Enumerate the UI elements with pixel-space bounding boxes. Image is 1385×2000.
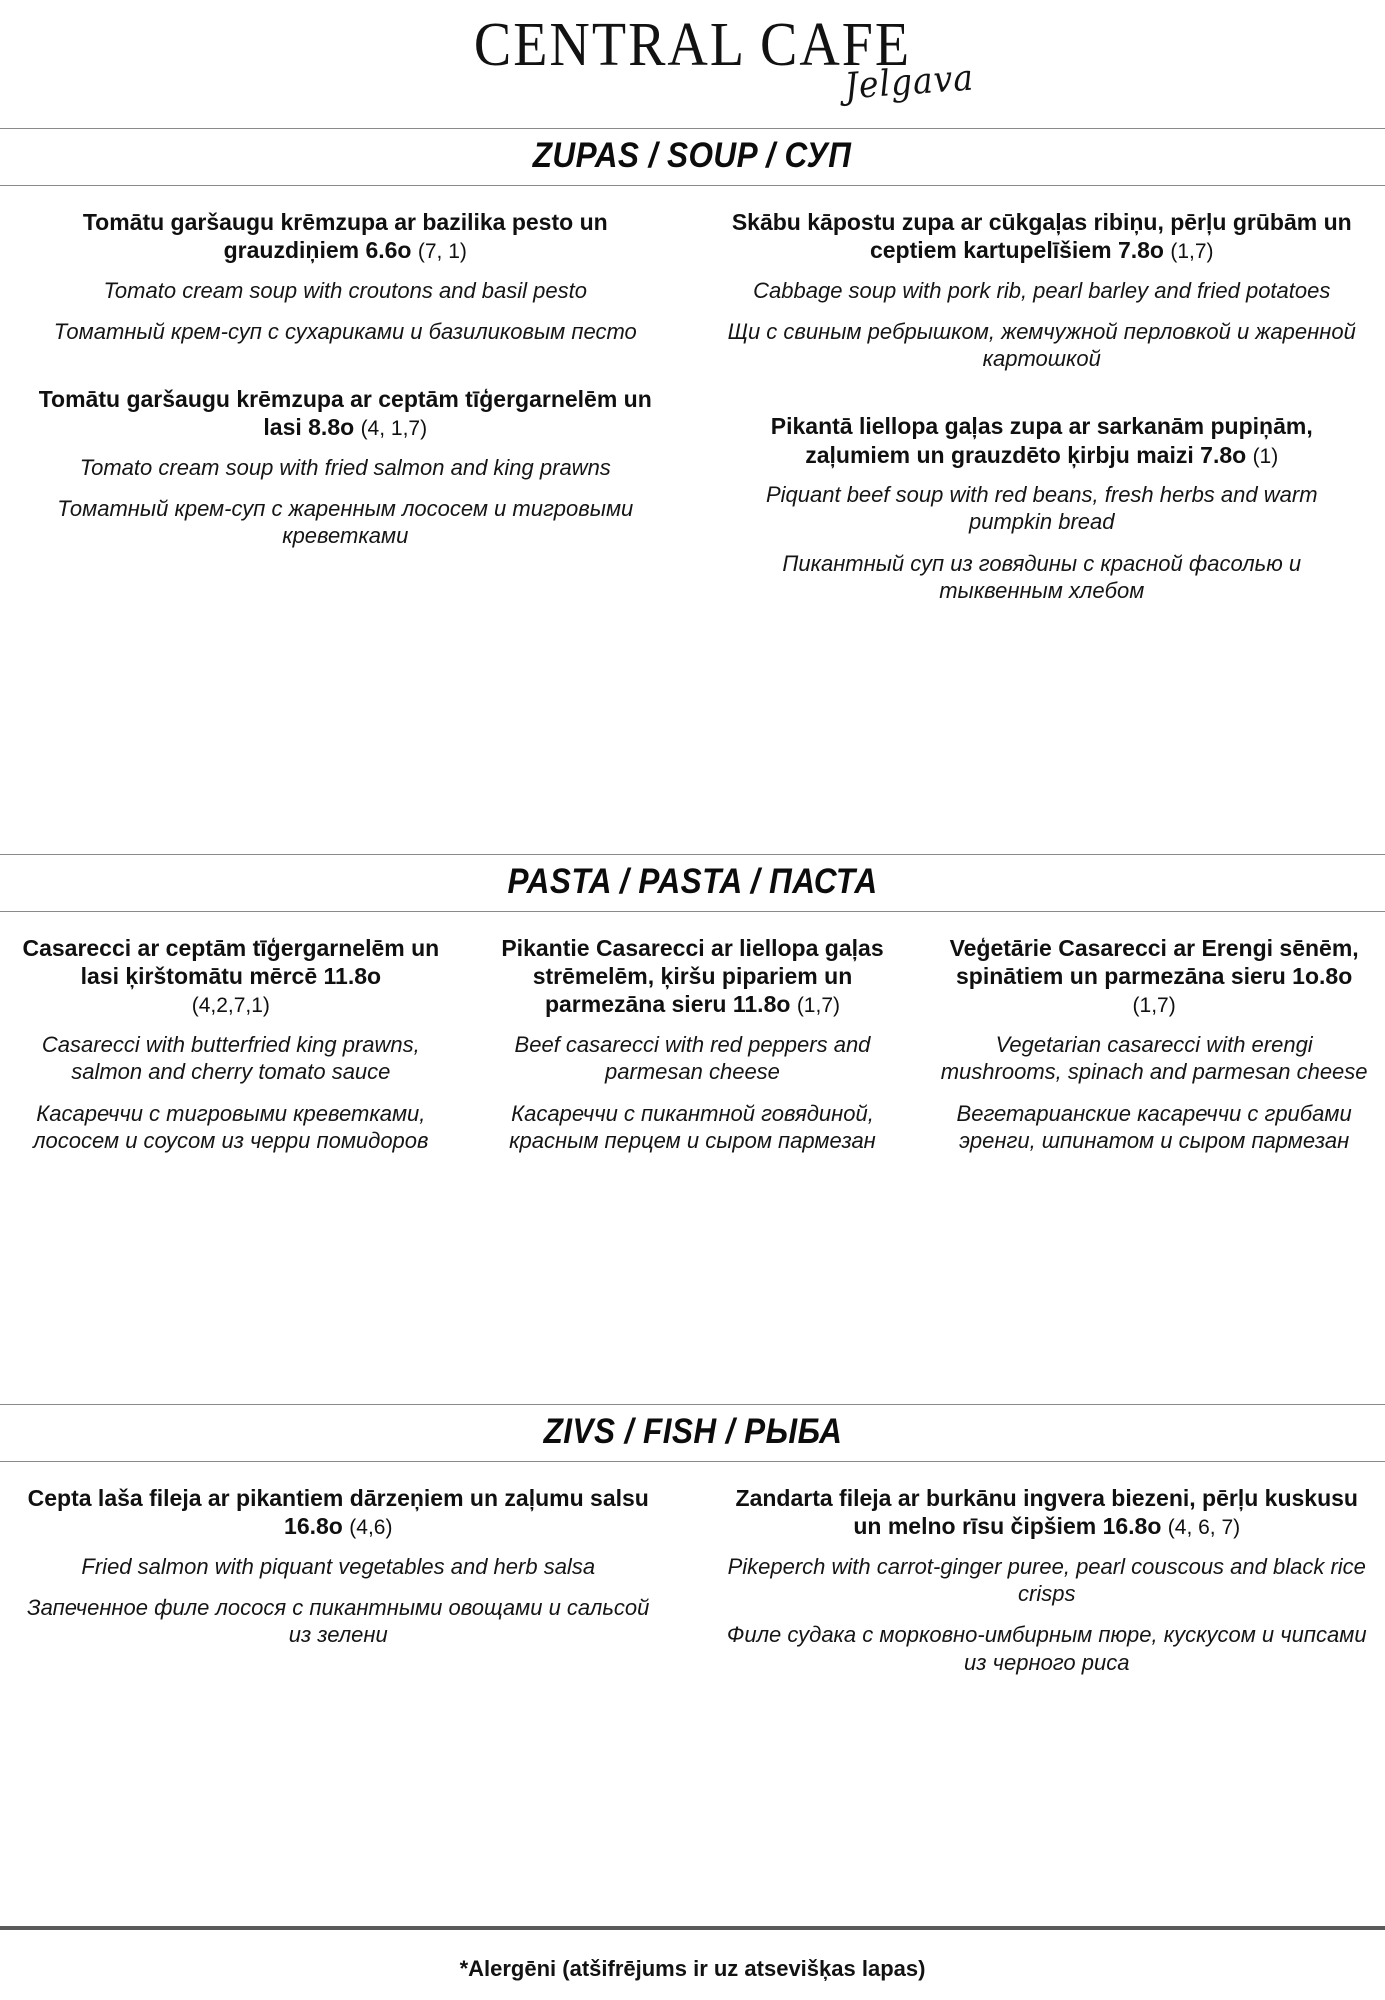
item-description-en: Tomato cream soup with croutons and basil pesto <box>103 277 587 303</box>
item-description-ru: Касареччи с тигровыми креветками, лососем и соусом из черри помидоров <box>33 1100 429 1153</box>
section-header-fish <box>0 1404 1385 1462</box>
section-body-soup <box>0 186 1385 604</box>
menu-item <box>18 1484 659 1648</box>
fish-column-right <box>693 1484 1385 1676</box>
item-description-ru: Томатный крем-суп с сухариками и базиликовым песто <box>53 318 637 344</box>
item-name: Zandarta fileja ar burkānu ingvera biezeni, pērļu kuskusu un melno rīsu čipšiem 16.8o (4, 6, 7) <box>735 1485 1358 1540</box>
item-name: Casarecci ar ceptām tīģergarnelēm un lasi ķirštomātu mērcē 11.8o (4,2,7,1) <box>22 935 440 1018</box>
section-header-soup <box>0 128 1385 186</box>
menu-item <box>478 934 908 1154</box>
item-description-en: Tomato cream soup with fried salmon and king prawns <box>79 454 611 480</box>
item-allergens: (4,2,7,1) <box>191 994 270 1018</box>
item-name: Veģetārie Casarecci ar Erengi sēnēm, spinātiem un parmezāna sieru 1o.8o (1,7) <box>949 935 1359 1018</box>
section-body-pasta <box>0 912 1385 1154</box>
section-header-pasta <box>0 854 1385 912</box>
item-description-ru: Пикантный суп из говядины с красной фасолью и тыквенным хлебом <box>782 550 1302 603</box>
pasta-column-left <box>0 934 462 1154</box>
menu-item <box>16 934 446 1154</box>
item-name: Pikantie Casarecci ar liellopa gaļas strēmelēm, ķiršu pipariem un parmezāna sieru 11.8o (1,7) <box>501 935 884 1018</box>
section-title-fish: ZIVS / FISH / РЫБА <box>543 1412 842 1452</box>
brand-city: Jelgava <box>843 57 976 108</box>
section-body-fish <box>0 1462 1385 1676</box>
menu-item <box>939 934 1369 1154</box>
item-description-en: Cabbage soup with pork rib, pearl barley and fried potatoes <box>753 277 1331 303</box>
item-name: Tomātu garšaugu krēmzupa ar ceptām tīģergarnelēm un lasi 8.8o (4, 1,7) <box>38 386 652 441</box>
item-description-ru: Запеченное филе лосося с пикантными овощами и сальсой из зелени <box>27 1595 650 1648</box>
item-allergens: (4, 6, 7) <box>1167 1516 1241 1540</box>
spacer-pasta-fish <box>0 1154 1385 1404</box>
item-allergens: (4, 1,7) <box>360 417 428 441</box>
item-allergens: (1,7) <box>1132 994 1176 1018</box>
item-name: Cepta laša fileja ar pikantiem dārzeņiem un zaļumu salsu 16.8o (4,6) <box>27 1485 649 1540</box>
soup-column-right <box>693 208 1385 604</box>
item-description-ru: Касареччи с пикантной говядиной, красным перцем и сыром пармезан <box>509 1100 876 1153</box>
item-description-ru: Томатный крем-суп с жаренным лососем и тигровыми креветками <box>57 496 634 549</box>
item-allergens: (1) <box>1252 444 1279 468</box>
brand-name: CENTRAL CAFE <box>473 10 912 80</box>
menu-item <box>723 208 1362 372</box>
section-title-pasta: PASTA / PASTA / ПАСТА <box>507 862 878 902</box>
item-description-en: Pikeperch with carrot-ginger puree, pearl couscous and black rice crisps <box>727 1553 1366 1607</box>
item-description-en: Casarecci with butterfried king prawns, salmon and cherry tomato sauce <box>41 1031 420 1085</box>
spacer-soup-pasta <box>0 604 1385 854</box>
item-description-en: Vegetarian casarecci with erengi mushrooms, spinach and parmesan cheese <box>940 1031 1368 1085</box>
section-title-soup: ZUPAS / SOUP / СУП <box>533 136 852 175</box>
item-name: Skābu kāpostu zupa ar cūkgaļas ribiņu, pērļu grūbām un ceptiem kartupelīšiem 7.8o (1,7) <box>731 209 1352 264</box>
menu-item <box>24 208 667 345</box>
item-name: Pikantā liellopa gaļas zupa ar sarkanām pupiņām, zaļumiem un grauzdēto ķirbju maizi 7.8o (1) <box>770 413 1313 468</box>
menu-item <box>723 412 1362 604</box>
item-description-ru: Вегетарианские касареччи с грибами эренги, шпинатом и сыром пармезан <box>956 1100 1352 1153</box>
item-description-en: Piquant beef soup with red beans, fresh herbs and warm pumpkin bread <box>765 482 1318 535</box>
spacer-fish-footer <box>0 1676 1385 1926</box>
item-allergens: (1,7) <box>1170 240 1214 264</box>
pasta-column-middle <box>462 934 924 1154</box>
item-name: Tomātu garšaugu krēmzupa ar bazilika pesto un grauzdiņiem 6.6o (7, 1) <box>82 209 608 264</box>
menu-item <box>727 1484 1368 1676</box>
fish-column-left <box>0 1484 693 1676</box>
footer <box>0 1926 1385 2000</box>
restaurant-logo <box>0 0 1385 128</box>
item-allergens: (1,7) <box>796 994 840 1018</box>
item-description-ru: Филе судака с морковно-имбирным пюре, кускусом и чипсами из черного риса <box>726 1622 1367 1675</box>
item-description-en: Fried salmon with piquant vegetables and herb salsa <box>81 1553 596 1579</box>
item-description-ru: Щи с свиным ребрышком, жемчужной перловкой и жаренной картошкой <box>727 318 1356 372</box>
item-allergens: (7, 1) <box>417 240 467 264</box>
pasta-column-right <box>923 934 1385 1154</box>
item-allergens: (4,6) <box>349 1516 393 1540</box>
item-description-en: Beef casarecci with red peppers and parmesan cheese <box>514 1031 871 1085</box>
allergen-note: *Alergēni (atšifrējums ir uz atsevišķas lapas) <box>459 1955 926 1981</box>
soup-column-left <box>0 208 693 604</box>
menu-item <box>24 385 667 549</box>
